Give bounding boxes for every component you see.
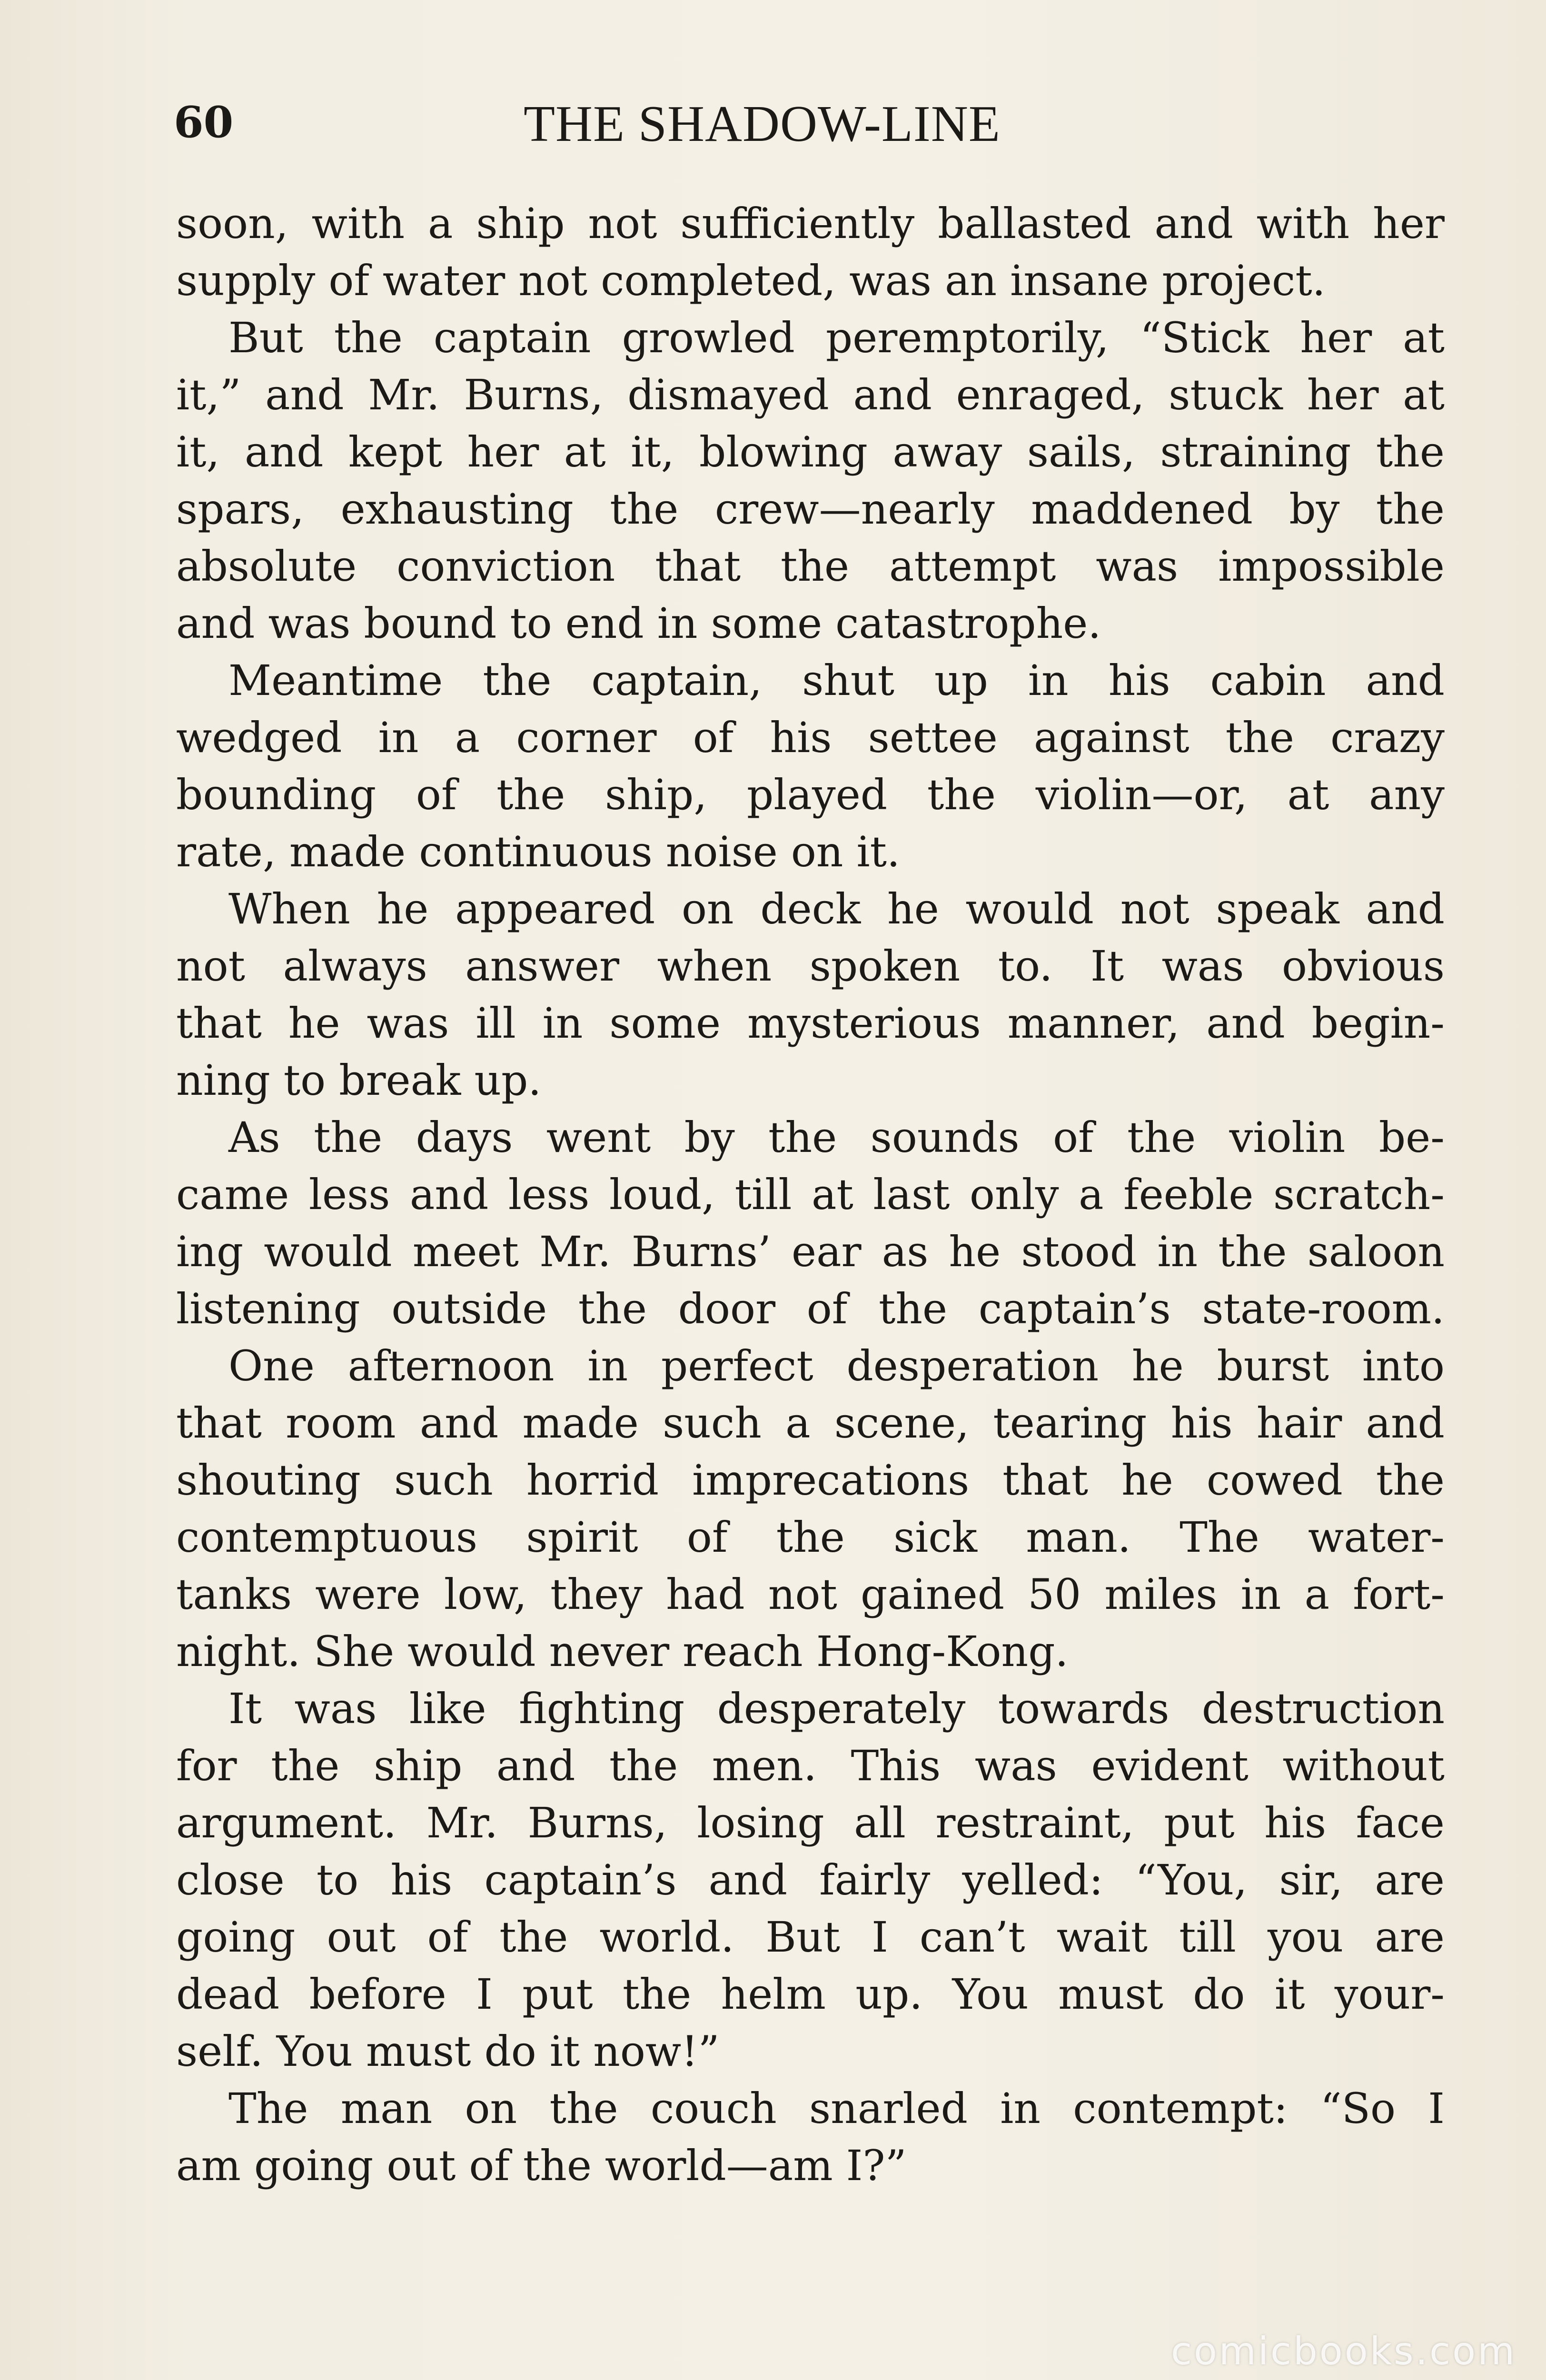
text-line: absolute conviction that the attempt was impossible [176,542,1445,591]
running-title: THE SHADOW-LINE [524,96,1001,152]
text-line: for the ship and the men. This was evident without [176,1741,1445,1790]
text-line: and was bound to end in some catastrophe. [176,599,1101,648]
text-line: am going out of the world—am I?” [176,2141,907,2190]
text-line: argument. Mr. Burns, losing all restraint, put his face [176,1798,1445,1847]
text-line: shouting such horrid imprecations that he cowed the [176,1456,1445,1505]
text-line: spars, exhausting the crew—nearly maddened by the [176,485,1445,534]
text-line: soon, with a ship not sufficiently ballasted and with her [176,199,1445,248]
text-line: It was like fighting desperately towards destruction [228,1684,1445,1733]
text-line: it,” and Mr. Burns, dismayed and enraged, stuck her at [176,370,1445,419]
page-number: 60 [174,97,234,148]
text-line: wedged in a corner of his settee against the crazy [176,713,1445,762]
text-line: The man on the couch snarled in contempt: “So I [228,2084,1445,2133]
text-line: But the captain growled peremptorily, “Stick her at [228,313,1445,362]
text-line: not always answer when spoken to. It was obvious [176,942,1445,991]
text-line: dead before I put the helm up. You must do it your- [176,1970,1445,2019]
text-line: night. She would never reach Hong-Kong. [176,1627,1069,1676]
body-text [176,195,1445,2194]
text-line: bounding of the ship, played the violin—or, at any [176,770,1445,819]
text-line: supply of water not completed, was an insane project. [176,256,1326,305]
text-line: it, and kept her at it, blowing away sails, straining the [176,427,1445,476]
text-line: ning to break up. [176,1056,542,1105]
text-line: As the days went by the sounds of the violin be- [228,1113,1445,1162]
text-line: close to his captain’s and fairly yelled: “You, sir, are [176,1855,1445,1904]
text-line: rate, made continuous noise on it. [176,827,900,876]
text-line: that room and made such a scene, tearing his hair and [176,1398,1445,1448]
text-line: contemptuous spirit of the sick man. The water- [176,1513,1445,1562]
text-line: listening outside the door of the captain’s state-room. [176,1284,1445,1333]
watermark: comicbooks.com [1170,2329,1516,2373]
text-line: When he appeared on deck he would not speak and [228,884,1445,933]
text-line: tanks were low, they had not gained 50 miles in a fort- [176,1570,1445,1619]
text-line: self. You must do it now!” [176,2027,720,2076]
text-line: going out of the world. But I can’t wait till you are [176,1913,1445,1962]
text-line: ing would meet Mr. Burns’ ear as he stood in the saloon [176,1227,1445,1276]
text-line: One afternoon in perfect desperation he burst into [228,1341,1445,1390]
text-line: Meantime the captain, shut up in his cabin and [228,656,1445,705]
text-line: came less and less loud, till at last only a feeble scratch- [176,1170,1445,1219]
text-line: that he was ill in some mysterious manner, and begin- [176,999,1445,1048]
